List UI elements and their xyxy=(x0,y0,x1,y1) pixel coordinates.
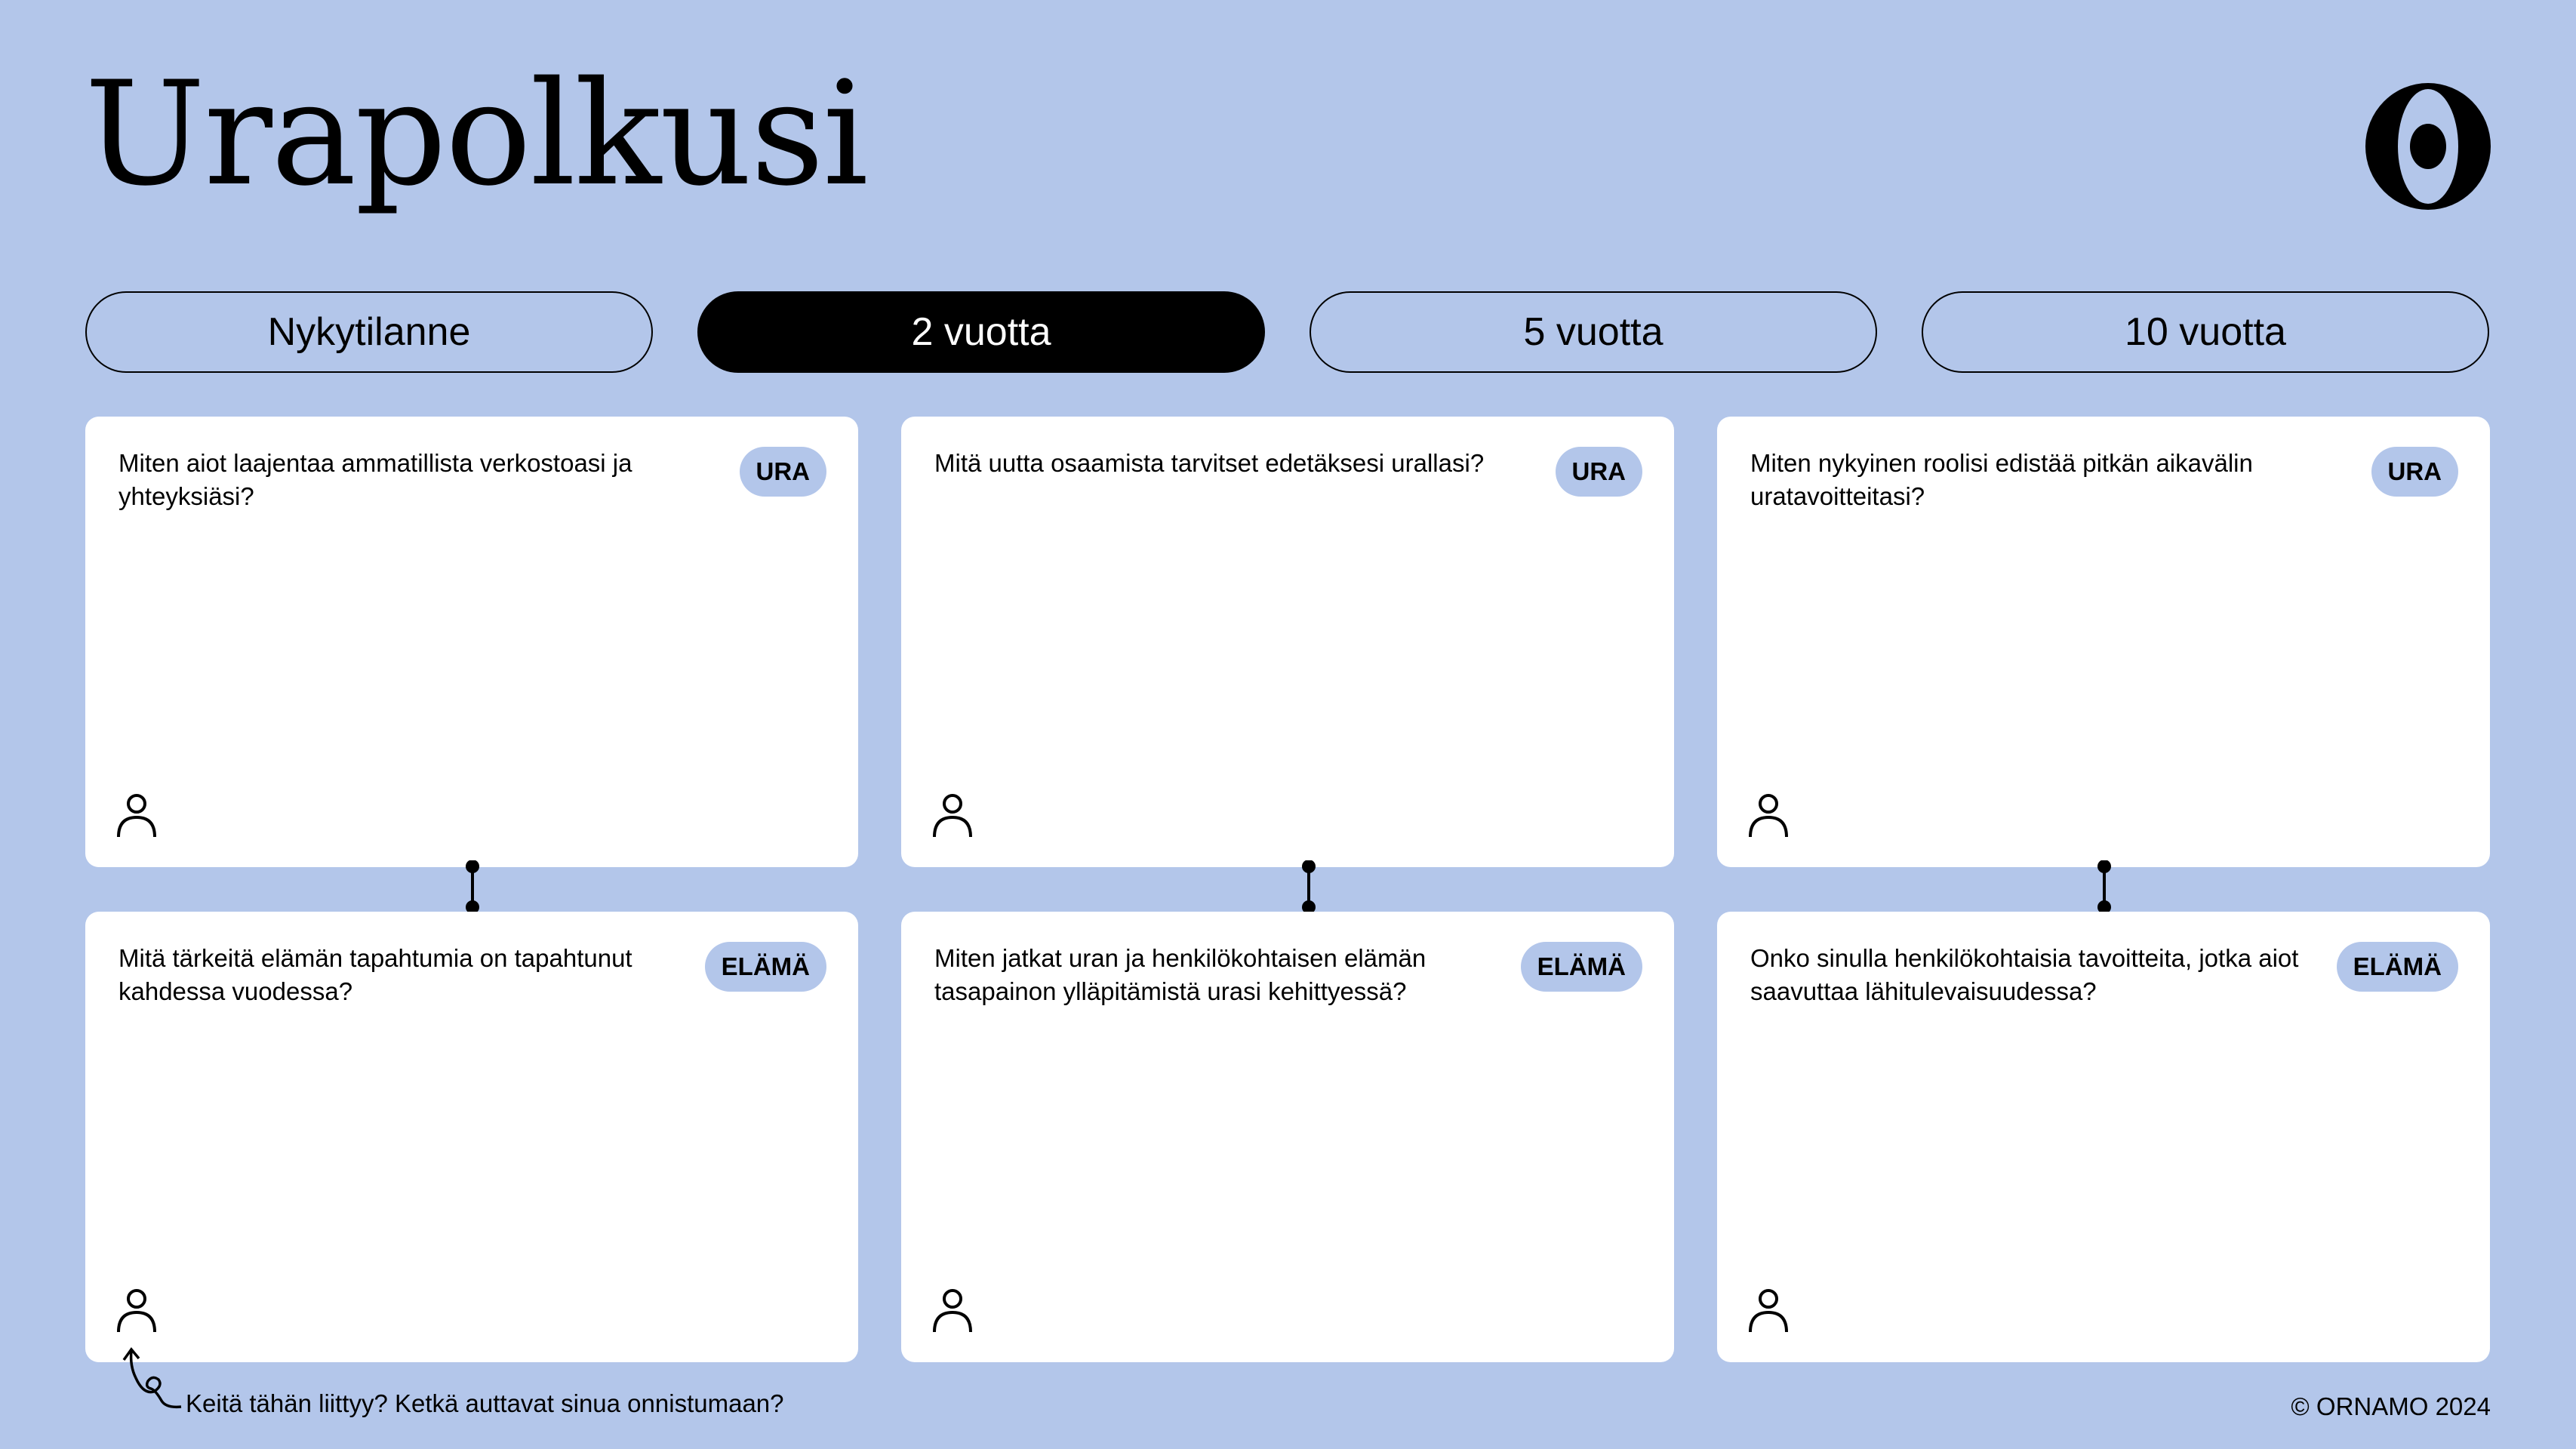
tag-badge: URA xyxy=(1556,447,1643,497)
tab-5-vuotta[interactable]: 5 vuotta xyxy=(1310,291,1877,373)
tag-badge: URA xyxy=(740,447,827,497)
tag-badge: ELÄMÄ xyxy=(705,942,826,992)
question-text: Onko sinulla henkilökohtaisia tavoitteita, jotka aiot saavuttaa lähitulevaisuudessa? xyxy=(1750,944,2299,1005)
person-icon[interactable] xyxy=(931,793,974,838)
tag-badge: ELÄMÄ xyxy=(1521,942,1642,992)
tab-10-vuotta[interactable]: 10 vuotta xyxy=(1922,291,2489,373)
question-card-elama-3[interactable] xyxy=(1717,912,2490,1362)
connector-icon xyxy=(1301,860,1316,913)
question-card-elama-1[interactable] xyxy=(85,912,858,1362)
question-text: Mitä uutta osaamista tarvitset edetäksesi urallasi? xyxy=(934,449,1485,477)
hint-text: Keitä tähän liittyy? Ketkä auttavat sinua onnistumaan? xyxy=(186,1389,784,1417)
question-card-elama-2[interactable] xyxy=(901,912,1674,1362)
tab-2-vuotta[interactable]: 2 vuotta xyxy=(697,291,1265,373)
question-card-ura-3[interactable] xyxy=(1717,417,2490,867)
question-text: Miten nykyinen roolisi edistää pitkän aikavälin uratavoitteitasi? xyxy=(1750,449,2253,510)
page-title: Urapolkusi xyxy=(85,51,867,217)
connector-icon xyxy=(2097,860,2112,913)
person-icon[interactable] xyxy=(115,1288,158,1334)
tag-badge: ELÄMÄ xyxy=(2337,942,2458,992)
person-icon[interactable] xyxy=(931,1288,974,1334)
question-text: Mitä tärkeitä elämän tapahtumia on tapahtunut kahdessa vuodessa? xyxy=(118,944,632,1005)
copyright: © ORNAMO 2024 xyxy=(2291,1392,2491,1420)
question-text: Miten aiot laajentaa ammatillista verkostoasi ja yhteyksiäsi? xyxy=(118,449,632,510)
ornamo-logo-icon xyxy=(2365,83,2491,210)
tab-nykytilanne[interactable]: Nykytilanne xyxy=(85,291,653,373)
question-card-ura-2[interactable] xyxy=(901,417,1674,867)
person-icon[interactable] xyxy=(1747,1288,1790,1334)
question-card-ura-1[interactable] xyxy=(85,417,858,867)
connector-icon xyxy=(465,860,480,913)
curved-arrow-icon xyxy=(121,1342,183,1411)
question-text: Miten jatkat uran ja henkilökohtaisen elämän tasapainon ylläpitämistä urasi kehittyessä? xyxy=(934,944,1426,1005)
tag-badge: URA xyxy=(2371,447,2459,497)
person-icon[interactable] xyxy=(115,793,158,838)
person-icon[interactable] xyxy=(1747,793,1790,838)
